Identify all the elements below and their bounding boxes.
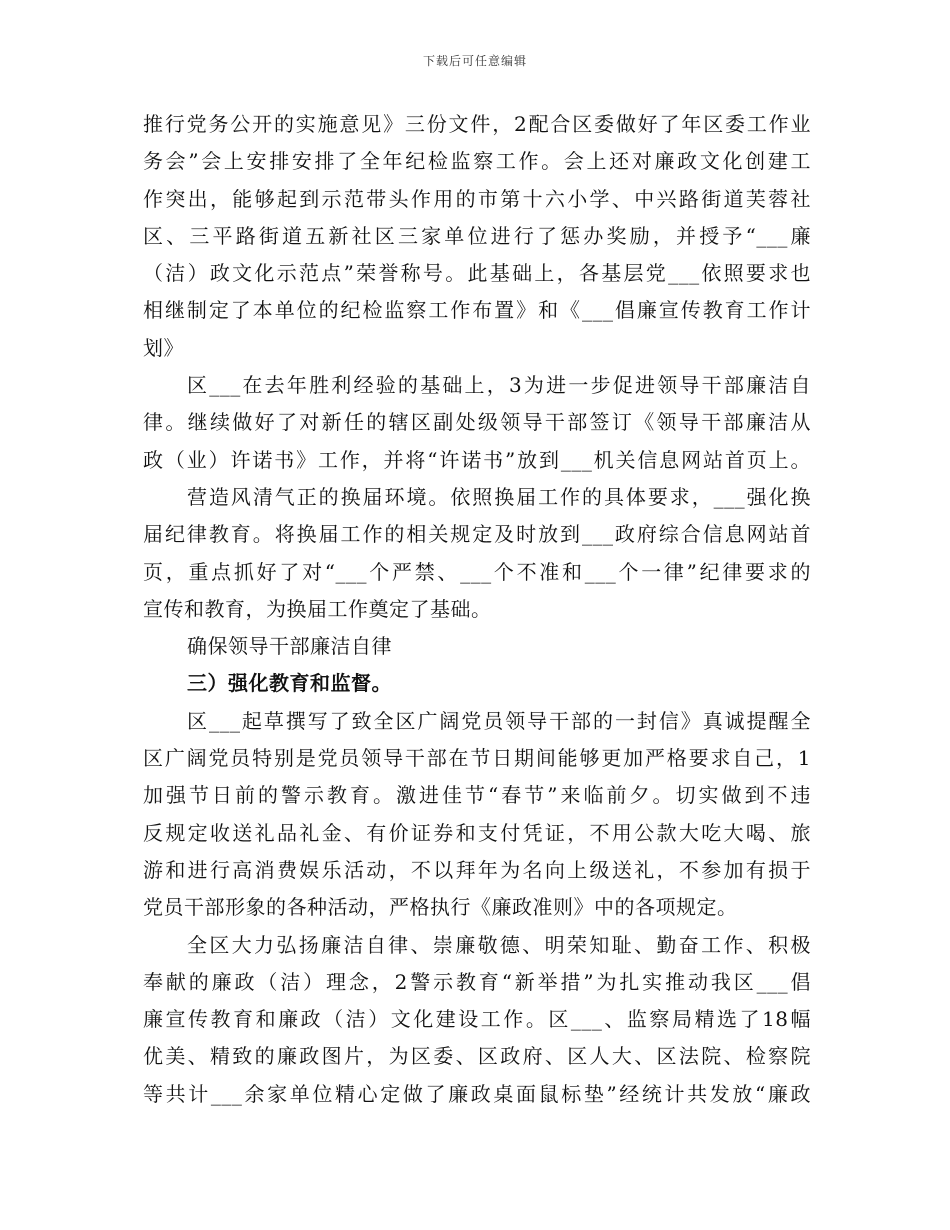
text-line: 加强节日前的警示教育。激进佳节“春节”来临前夕。切实做到不违 bbox=[143, 783, 811, 808]
text-line: 党员干部形象的各种活动，严格执行《廉政准则》中的各项规定。 bbox=[143, 895, 738, 920]
text-line: 优美、精致的廉政图片，为区委、区政府、区人大、区法院、检察院 bbox=[143, 1044, 811, 1069]
text-line: 营造风清气正的换届环境。依照换届工作的具体要求，___强化换 bbox=[187, 484, 811, 509]
text-line: 奉献的廉政（洁）理念，2警示教育“新举措”为扎实推动我区___倡 bbox=[143, 969, 811, 994]
text-line: 作突出，能够起到示范带头作用的市第十六小学、中兴路街道芙蓉社 bbox=[143, 186, 811, 211]
text-line: 廉宣传教育和廉政（洁）文化建设工作。区___、监察局精选了18幅 bbox=[143, 1007, 811, 1032]
text-line: 反规定收送礼品礼金、有价证券和支付凭证，不用公款大吃大喝、旅 bbox=[143, 820, 811, 845]
text-line: 页，重点抓好了对“___个严禁、___个不准和___个一律”纪律要求的 bbox=[143, 559, 811, 584]
text-line: 游和进行高消费娱乐活动，不以拜年为名向上级送礼，不参加有损于 bbox=[143, 857, 811, 882]
section-heading: 三）强化教育和监督。 bbox=[187, 671, 392, 696]
text-line: 划》 bbox=[143, 335, 184, 360]
text-line: 确保领导干部廉洁自律 bbox=[187, 634, 392, 659]
document-body bbox=[143, 106, 811, 1113]
text-line: 全区大力弘扬廉洁自律、崇廉敬德、明荣知耻、勤奋工作、积极 bbox=[187, 932, 811, 957]
text-line: 届纪律教育。将换届工作的相关规定及时放到___政府综合信息网站首 bbox=[143, 522, 811, 547]
text-line: 区___起草撰写了致全区广阔党员领导干部的一封信》真诚提醒全 bbox=[187, 708, 811, 733]
text-line: 推行党务公开的实施意见》三份文件，2配合区委做好了年区委工作业 bbox=[143, 112, 811, 136]
text-line: 等共计___余家单位精心定做了廉政桌面鼠标垫”经统计共发放“廉政 bbox=[143, 1081, 811, 1106]
text-line: 相继制定了本单位的纪检监察工作布置》和《___倡廉宣传教育工作计 bbox=[143, 298, 811, 323]
text-line: 区___在去年胜利经验的基础上，3为进一步促进领导干部廉洁自 bbox=[187, 373, 811, 398]
text-line: （洁）政文化示范点”荣誉称号。此基础上，各基层党___依照要求也 bbox=[143, 261, 811, 286]
text-line: 宣传和教育，为换届工作奠定了基础。 bbox=[143, 596, 492, 621]
text-line: 政（业）许诺书》工作，并将“许诺书”放到___机关信息网站首页上。 bbox=[143, 447, 811, 472]
text-line: 区、三平路街道五新社区三家单位进行了惩办奖励，并授予“___廉 bbox=[143, 223, 811, 248]
text-line: 区广阔党员特别是党员领导干部在节日期间能够更加严格要求自己，1 bbox=[143, 746, 811, 771]
page-header: 下载后可任意编辑 bbox=[422, 54, 527, 68]
text-line: 律。继续做好了对新任的辖区副处级领导干部签订《领导干部廉洁从 bbox=[143, 410, 811, 435]
text-line: 务会”会上安排安排了全年纪检监察工作。会上还对廉政文化创建工 bbox=[143, 149, 811, 174]
